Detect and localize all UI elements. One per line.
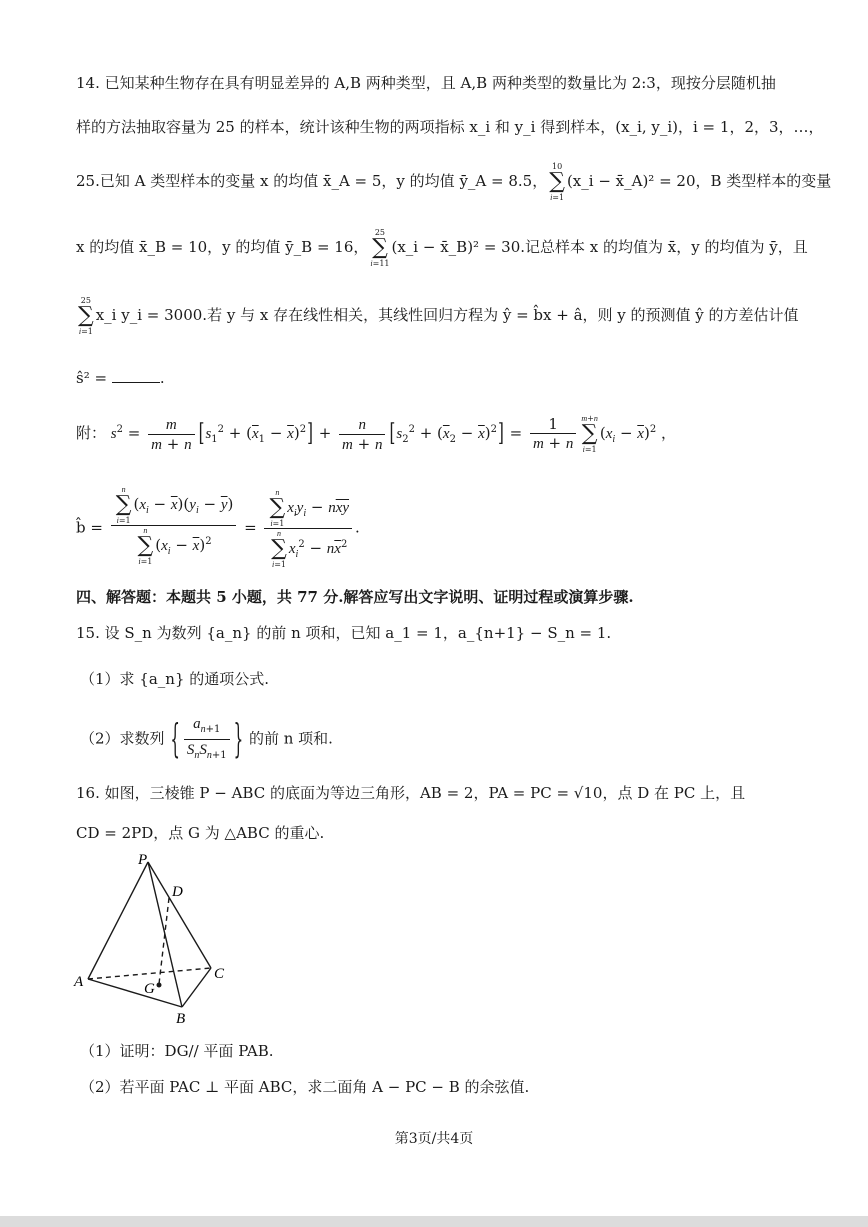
b-hat-label: b̂ = [76,518,103,537]
q16-line-2: CD = 2PD，点 G 为 △ABC 的重心. [76,824,325,842]
q15-part-2-b: 的前 n 项和. [248,729,333,748]
q14-line-3-tail: ，B 类型样本的变量 [695,172,832,190]
label-a: A [74,974,84,990]
q16-line-1: 16. 如图，三棱锥 P − ABC 的底面为等边三角形，AB = 2，PA = PC = √10，点 D 在 PC 上，且 [76,784,746,802]
point-g [157,983,162,988]
q14-line-5-tail: .若 y 与 x 存在线性相关，其线性回归方程为 ŷ = b̂x + â，则 y 的预测值 ŷ 的方差估计值 [202,306,799,324]
q14-line-2: 样的方法抽取容量为 25 的样本，统计该种生物的两项指标 x_i 和 y_i 得到样本，(x_i, y_i)，i = 1，2，3，…， [76,118,824,136]
edge-ab [88,979,182,1007]
q14-line-1: 14. 已知某种生物存在具有明显差异的 A,B 两种类型，且 A,B 两种类型的数量比为 2:3，现按分层随机抽 [76,74,776,92]
label-b: B [176,1011,186,1026]
appendix-formula-b: b̂ = n ∑ i=1 $(x_i - \overline{x})(y_i - \overline{y})$ n ∑ i=1 $(x_i - \overline{x})^2$ = n ∑ i=1 $x_iy_i - n\overline{xy}$ n ∑ i=1 $x_i^2 - n\overline{x}^2$ . [76,485,360,569]
edge-pa [88,862,148,979]
q14-line-4-tail: .记总样本 x 的均值为 x̄，y 的均值为 ȳ，且 [520,238,808,256]
tetrahedron-figure [70,848,240,1026]
label-p: P [138,852,148,868]
frac-n: $\frac{n}{m + n}$ [339,415,385,454]
edge-bc [182,968,211,1007]
appendix-label: 附： [76,424,107,442]
q14-line-4 [76,228,808,268]
frac-b2: n ∑ i=1 $x_iy_i - n\overline{xy}$ n ∑ i=1 $x_i^2 - n\overline{x}^2$ [264,488,352,569]
label-d: D [172,884,183,900]
q15-part-1: （1）求 {a_n} 的通项公式. [80,670,270,688]
q14-line-3 [76,162,831,202]
q15-stem: 15. 设 S_n 为数列 {a_n} 的前 n 项和，已知 a_1 = 1，a_{n+1} − S_n = 1. [76,624,612,642]
sum-sign-d: m+n ∑ i=1 [581,414,598,454]
q14-line-5-sum: x_i y_i = 3000 [95,306,203,324]
q15-fraction: $\frac{a_{n+1}}{S_nS_{n+1}}$ [184,714,230,765]
q14-line-5 [76,296,799,336]
frac-m: $\frac{m}{m + n}$ [148,415,194,454]
bottom-edge [0,1216,868,1227]
sum-sign-c: 25 ∑ i=1 [78,296,94,336]
q14-line-3-text: 25.已知 A 类型样本的变量 x 的均值 x̄_A = 5，y 的均值 ȳ_A = 8.5， [76,172,548,190]
frac-b1: n ∑ i=1 $(x_i - \overline{x})(y_i - \overline{y})$ n ∑ i=1 $(x_i - \overline{x})^2$ [111,485,237,566]
edge-ac-hidden [88,968,211,979]
page-footer: 第3页/共4页 [394,1131,474,1147]
q14-line-6 [76,368,165,387]
q15-part-2-a: （2）求数列 [80,729,165,748]
q14-answer-label: ŝ² = [76,369,108,387]
q16-part-2: （2）若平面 PAC ⊥ 平面 ABC，求二面角 A − PC − B 的余弦值. [80,1078,530,1096]
edge-pc [148,862,211,968]
q16-part-1: （1）证明：DG// 平面 PAB. [80,1042,274,1060]
sum-sign-b: 25 ∑ i=11 [370,228,390,268]
segment-dg-hidden [159,898,169,984]
frac-1: $\frac{1}{m + n}$ [530,415,576,453]
q14-line-4-text: x 的均值 x̄_B = 10，y 的均值 ȳ_B = 16， [76,238,369,256]
answer-blank[interactable] [112,368,160,383]
label-g: G [144,981,155,997]
q14-line-6-end: . [159,369,165,387]
q14-line-4-sum: (x_i − x̄_B)² = 30 [391,238,521,256]
label-c: C [214,966,225,982]
sum-sign-a: 10 ∑ i=1 [549,162,565,202]
appendix-formula-s2: 附： $s^2$ = $\frac{m}{m + n}$ $[s_1^2 + (\overline{x}_1 - \overline{x})^2]$ + $\frac{n}{m + n}$ $[s_2^2 + (\overline{x}_2 - \overline{x})^2]$ = $\frac{1}{m + n}$ m+n ∑ i=1 $(x_i - \overline{x})^2$ ， [76,414,676,454]
q14-line-3-sum: (x_i − x̄_A)² = 20 [566,172,696,190]
q15-part-2: （2）求数列 { $\frac{a_{n+1}}{S_nS_{n+1}}$ } 的前 n 项和. [80,714,333,765]
section-heading: 四、解答题：本题共 5 小题，共 77 分.解答应写出文字说明、证明过程或演算步骤. [76,588,634,606]
